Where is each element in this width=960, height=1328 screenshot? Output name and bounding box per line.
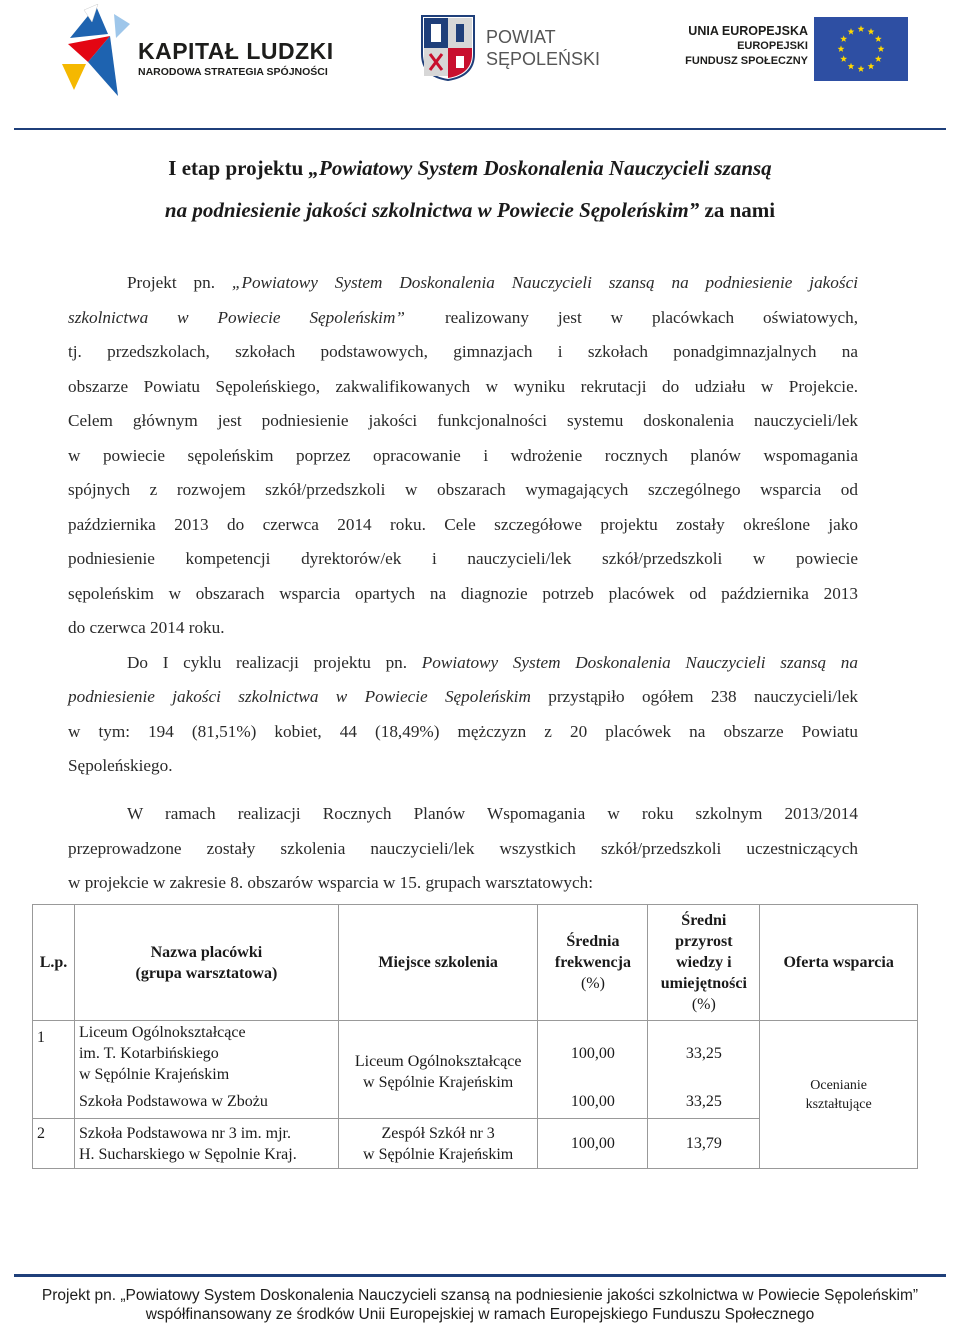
cell-miejsce bbox=[338, 1119, 538, 1169]
header-text: frekwencja bbox=[554, 954, 631, 971]
cell-przyrost: 33,25 bbox=[648, 1087, 760, 1119]
p2-line: Sępoleńskiego. bbox=[68, 756, 173, 775]
eu-logo bbox=[672, 14, 912, 84]
cell-text: w Sępólnie Krajeńskim bbox=[363, 1074, 514, 1091]
table-header-row bbox=[33, 905, 918, 1021]
kapital-ludzki-subtitle: NARODOWA STRATEGIA SPÓJNOŚCI bbox=[138, 66, 328, 78]
powiat-name bbox=[486, 26, 600, 70]
footer-line2: współfinansowany ze środków Unii Europejskiej w ramach Europejskiego Funduszu Społecznego bbox=[145, 1306, 815, 1323]
cell-text: Liceum Ogólnokształcące bbox=[354, 1053, 522, 1070]
powiat-coat-of-arms-icon bbox=[420, 14, 476, 82]
p1-line: sępoleńskim w obszarach wsparcia opartych na diagnozie potrzeb placówek od października 2013 bbox=[68, 583, 858, 603]
eu-line3: FUNDUSZ SPOŁECZNY bbox=[685, 55, 808, 67]
cell-frekwencja: 100,00 bbox=[538, 1021, 648, 1087]
header-text: wiedzy i bbox=[676, 954, 732, 971]
header-text: Średnia bbox=[566, 933, 620, 950]
eu-text bbox=[672, 24, 808, 69]
p2-line bbox=[68, 680, 858, 715]
header-text: umiejętności bbox=[660, 975, 747, 992]
text-italic: „Powiatowy System Doskonalenia Nauczycieli szansą na podniesienie jakości bbox=[231, 273, 858, 292]
header-text: Nazwa placówki bbox=[150, 943, 263, 961]
p1-line: w powiecie sępoleńskim poprzez opracowanie i wdrożenie rocznych planów wspomagania bbox=[68, 445, 858, 465]
kapital-ludzki-emblem-icon bbox=[58, 4, 136, 102]
cell-przyrost: 33,25 bbox=[648, 1021, 760, 1087]
header-nazwa bbox=[74, 905, 338, 1021]
text-italic: podniesienie jakości szkolnictwa w Powiecie Sępoleńskim bbox=[68, 687, 531, 706]
text: Projekt pn. bbox=[127, 273, 232, 292]
p1-line bbox=[68, 301, 858, 336]
cell-miejsce bbox=[338, 1021, 538, 1119]
cell-text: w Sępólnie Krajeńskim bbox=[363, 1145, 514, 1163]
cell-nazwa: Szkoła Podstawowa w Zbożu bbox=[74, 1087, 338, 1119]
text: przystąpiło ogółem 238 nauczycieli/lek bbox=[530, 687, 858, 706]
eu-line1: UNIA EUROPEJSKA bbox=[688, 24, 808, 38]
cell-text: Liceum Ogólnokształcące bbox=[78, 1024, 246, 1042]
powiat-line1: POWIAT bbox=[486, 27, 556, 47]
header-przyrost bbox=[648, 905, 760, 1021]
cell-lp: 2 bbox=[33, 1119, 75, 1169]
footer-line1: Projekt pn. „Powiatowy System Doskonalenia Nauczycieli szansą na podniesienie jakości szkolnictwa w Powiecie Sępoleńskim” bbox=[41, 1287, 919, 1304]
p1-line: października 2013 do czerwca 2014 roku. Cele szczegółowe projektu zostały określone jako bbox=[68, 514, 858, 534]
cell-text: Zespół Szkół nr 3 bbox=[381, 1124, 495, 1142]
cell-text: Szkoła Podstawowa nr 3 im. mjr. bbox=[78, 1124, 291, 1142]
p2-line bbox=[68, 646, 858, 681]
document-title-line2 bbox=[60, 198, 880, 223]
cell-nazwa bbox=[74, 1119, 338, 1169]
table-row bbox=[33, 1021, 918, 1087]
text: realizowany jest w placówkach oświatowych, bbox=[444, 307, 858, 327]
p1-line: spójnych z rozwojem szkół/przedszkoli w obszarach wymagających szczególnego wsparcia od bbox=[68, 480, 858, 499]
header-text: Średni bbox=[681, 912, 727, 929]
cell-text: kształtujące bbox=[805, 1096, 872, 1112]
kapital-ludzki-title: KAPITAŁ LUDZKI bbox=[138, 38, 334, 64]
powiat-sepolenski-logo bbox=[420, 14, 620, 86]
header-lp: L.p. bbox=[33, 905, 75, 1021]
title-suffix: za nami bbox=[699, 198, 776, 222]
eu-line2: EUROPEJSKI bbox=[737, 40, 808, 52]
p3-line: W ramach realizacji Rocznych Planów Wspomagania w roku szkolnym 2013/2014 bbox=[127, 804, 858, 823]
p1-line bbox=[68, 266, 858, 301]
text-italic: Powiatowy System Doskonalenia Nauczycieli szansą na bbox=[421, 652, 858, 672]
powiat-line2: SĘPOLEŃSKI bbox=[486, 49, 601, 69]
header-oferta: Oferta wsparcia bbox=[760, 905, 918, 1021]
cell-lp: 1 bbox=[33, 1021, 75, 1119]
p1-line: Celem głównym jest podniesienie jakości funkcjonalności systemu doskonalenia nauczycieli/lek bbox=[68, 411, 858, 430]
header-frekwencja bbox=[538, 905, 648, 1021]
text: Do I cyklu realizacji projektu pn. bbox=[127, 652, 422, 672]
page-header bbox=[0, 0, 960, 130]
p1-line: podniesienie kompetencji dyrektorów/ek i nauczycieli/lek szkół/przedszkoli w powiecie bbox=[68, 549, 858, 568]
cell-text: Ocenianie bbox=[810, 1077, 868, 1093]
header-divider bbox=[14, 128, 946, 130]
p3-line: przeprowadzone zostały szkolenia nauczycieli/lek wszystkich szkół/przedszkoli uczestniczących bbox=[68, 838, 858, 858]
header-text: (grupa warsztatowa) bbox=[135, 964, 278, 982]
title-project-name-cont: na podniesienie jakości szkolnictwa w Powiecie Sępoleńskim” bbox=[164, 198, 700, 222]
cell-nazwa bbox=[74, 1021, 338, 1087]
cell-text: im. T. Kotarbińskiego bbox=[78, 1045, 219, 1063]
header-text: (%) bbox=[691, 996, 716, 1013]
eu-flag-icon bbox=[814, 17, 908, 81]
footer-divider bbox=[14, 1274, 946, 1277]
p1-line: do czerwca 2014 roku. bbox=[68, 618, 225, 637]
header-text: przyrost bbox=[675, 933, 733, 950]
paragraph-1 bbox=[68, 266, 858, 784]
paragraph-3 bbox=[68, 797, 858, 901]
cell-oferta bbox=[760, 1021, 918, 1169]
cell-text: w Sępólnie Krajeńskim bbox=[78, 1066, 230, 1084]
header-text: (%) bbox=[580, 975, 605, 992]
training-table bbox=[32, 904, 918, 1169]
p1-line: tj. przedszkolach, szkołach podstawowych, gimnazjach i szkołach ponadgimnazjalnych na bbox=[68, 342, 858, 361]
document-title-line1 bbox=[60, 156, 880, 181]
p3-line: w projekcie w zakresie 8. obszarów wsparcia w 15. grupach warsztatowych: bbox=[68, 873, 593, 892]
text-italic: szkolnictwa w Powiecie Sępoleńskim” bbox=[68, 307, 405, 327]
kapital-ludzki-logo bbox=[58, 4, 358, 102]
cell-przyrost: 13,79 bbox=[648, 1119, 760, 1169]
p2-line: w tym: 194 (81,51%) kobiet, 44 (18,49%) mężczyzn z 20 placówek na obszarze Powiatu bbox=[68, 721, 858, 741]
title-project-name: „Powiatowy System Doskonalenia Nauczycieli szansą bbox=[308, 156, 772, 180]
cell-frekwencja: 100,00 bbox=[538, 1087, 648, 1119]
title-prefix: I etap projektu bbox=[168, 156, 309, 180]
cell-text: H. Sucharskiego w Sępolnie Kraj. bbox=[78, 1145, 297, 1163]
p1-line: obszarze Powiatu Sępoleńskiego, zakwalifikowanych w wyniku rekrutacji do udziału w Projekcie. bbox=[68, 376, 858, 396]
header-miejsce: Miejsce szkolenia bbox=[338, 905, 538, 1021]
cell-frekwencja: 100,00 bbox=[538, 1119, 648, 1169]
